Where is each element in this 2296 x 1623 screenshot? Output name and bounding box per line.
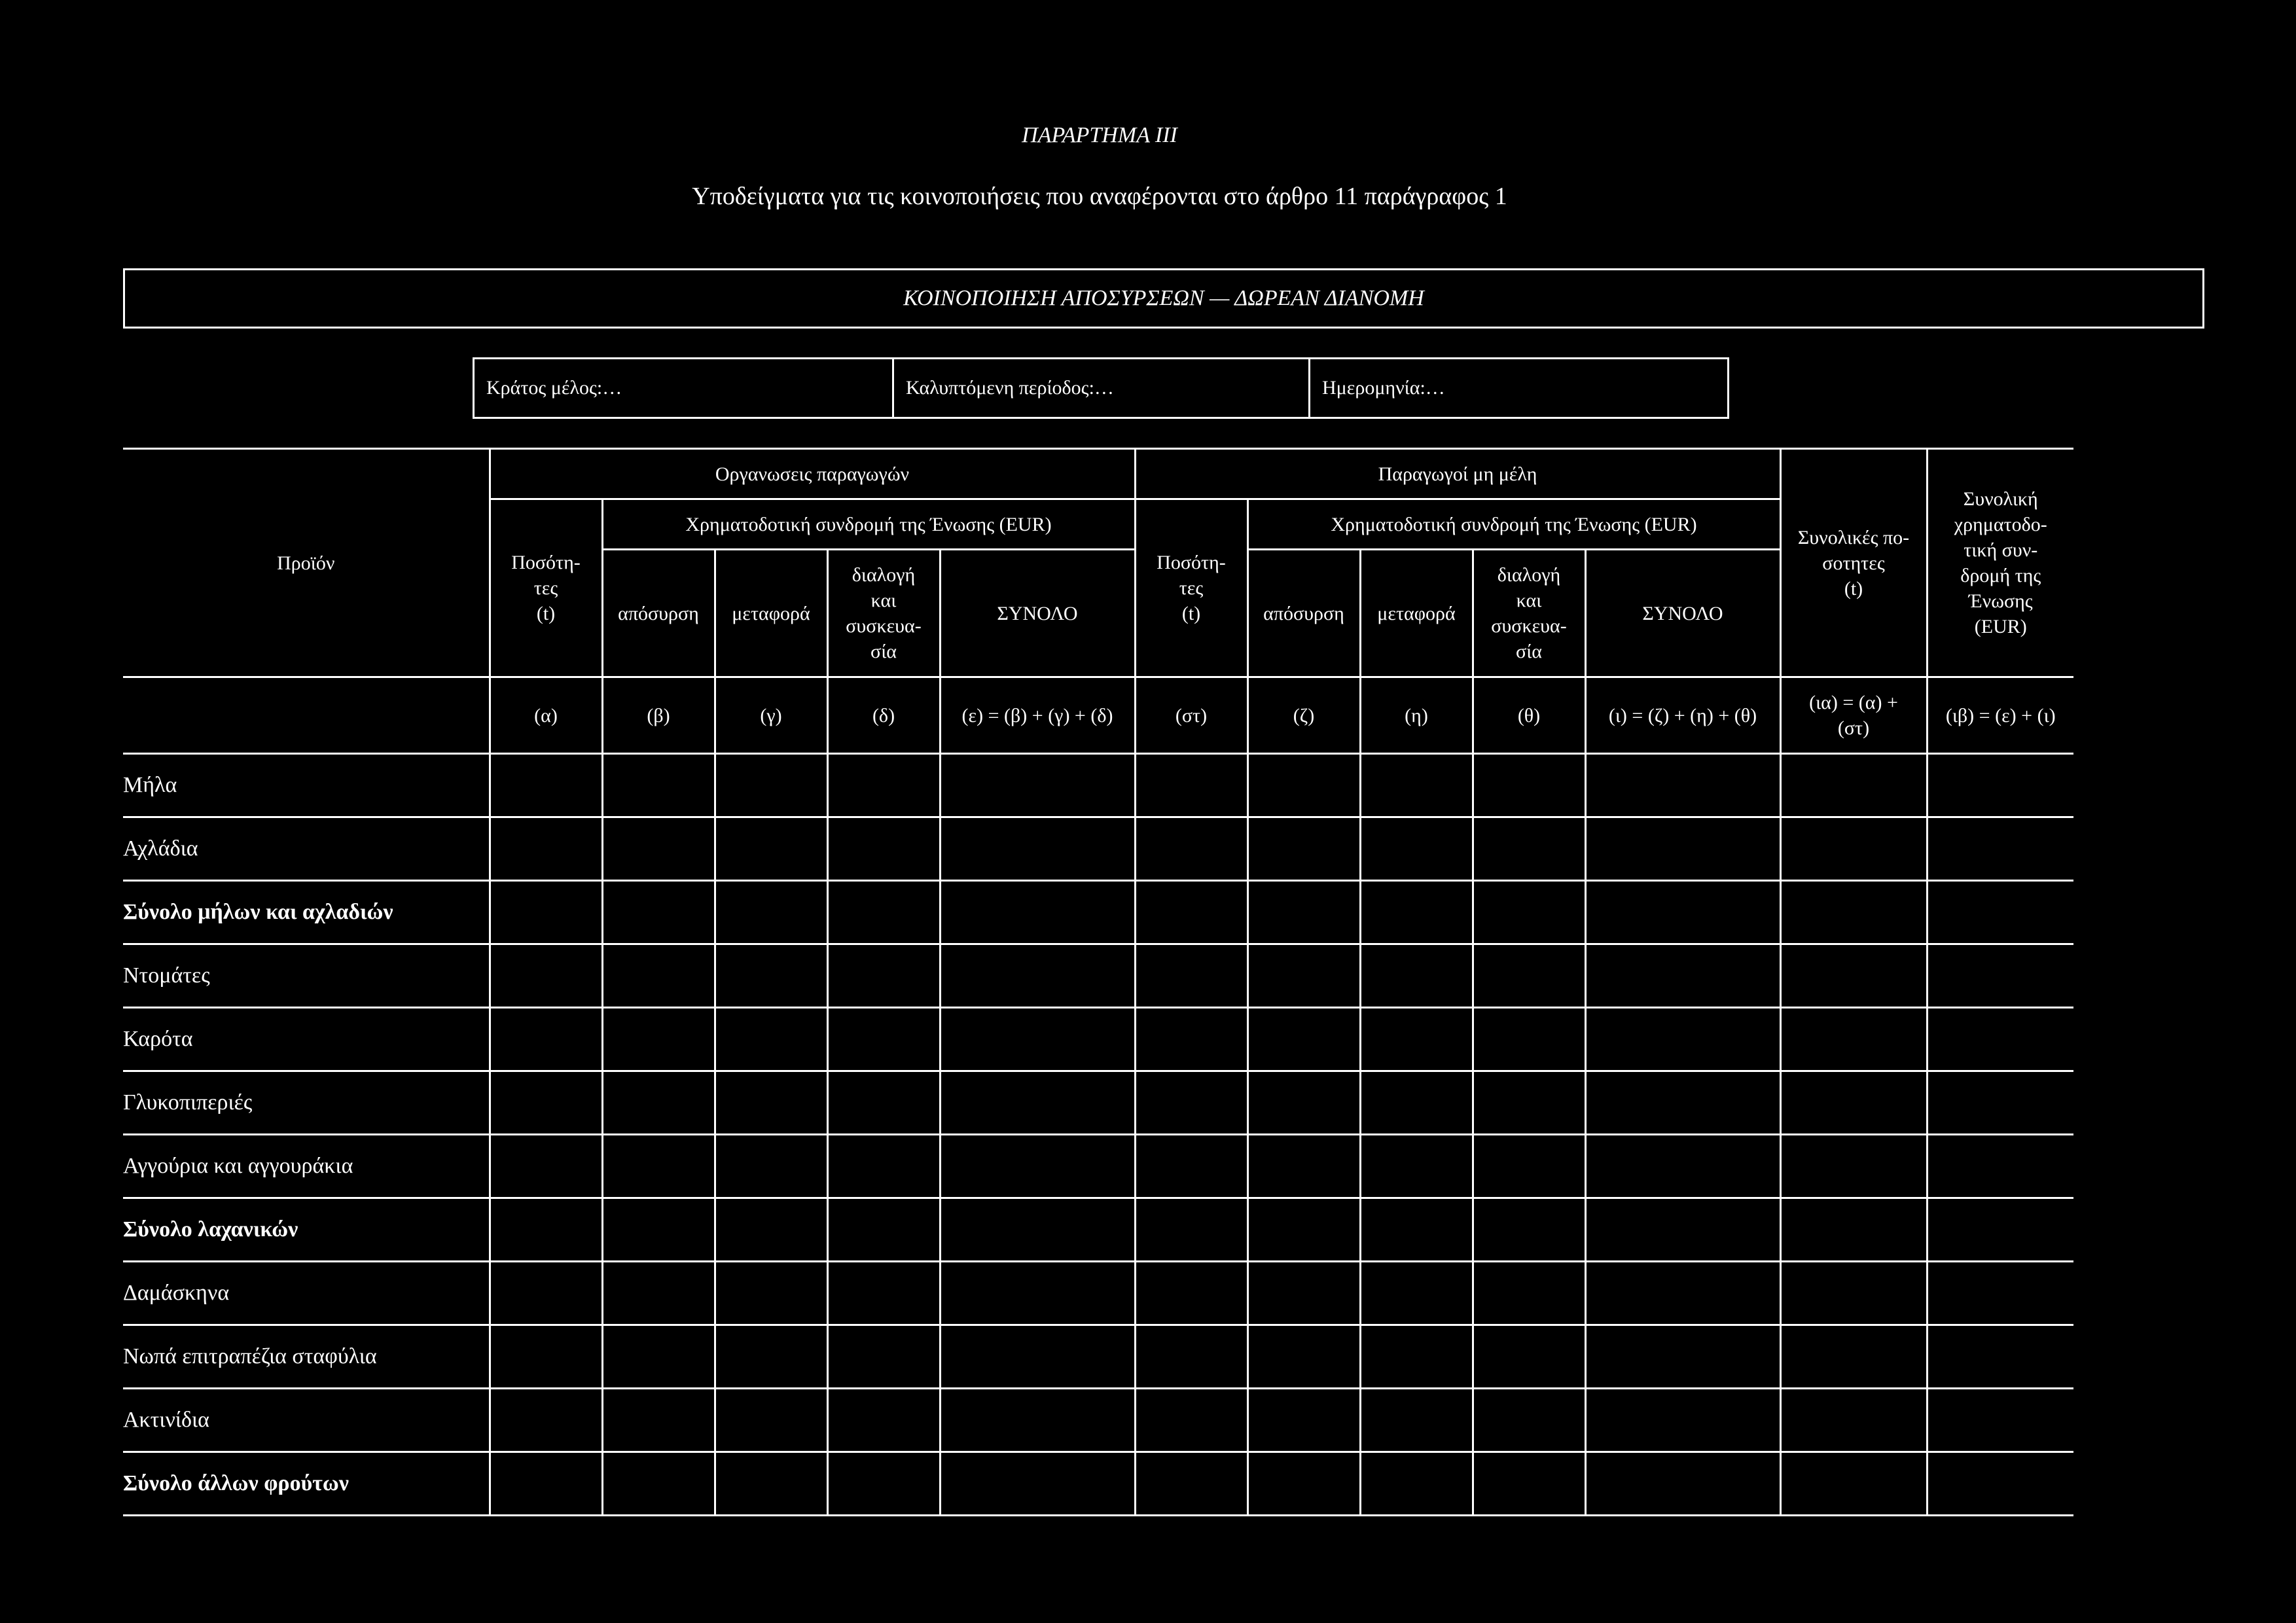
po-eu-contribution-header: Χρηματοδοτική συνδρομή της Ένωσης (EUR) [602,499,1135,550]
column-code: (θ) [1473,677,1585,754]
product-name: Νωπά επιτραπέζια σταφύλια [123,1325,490,1389]
data-cell[interactable] [715,1135,827,1198]
data-cell[interactable] [602,1071,715,1135]
data-cell[interactable] [490,1198,602,1262]
data-cell[interactable] [1473,1452,1585,1516]
data-cell[interactable] [1927,1198,2073,1262]
data-cell[interactable] [1360,1325,1473,1389]
data-cell[interactable] [827,881,940,944]
data-cell[interactable] [1473,817,1585,881]
data-cell[interactable] [1927,1071,2073,1135]
data-cell[interactable] [1585,1198,1780,1262]
data-cell[interactable] [1135,1135,1247,1198]
data-cell[interactable] [827,1262,940,1325]
data-cell[interactable] [1360,1071,1473,1135]
data-cell[interactable] [1927,881,2073,944]
nm-transport-header: μεταφορά [1360,550,1473,677]
product-name: Ακτινίδια [123,1389,490,1452]
product-name: Γλυκοπιπεριές [123,1071,490,1135]
notification-title: ΚΟΙΝΟΠΟΙΗΣΗ ΑΠΟΣΥΡΣΕΩΝ — ΔΩΡΕΑΝ ΔΙΑΝΟΜΗ [903,286,1424,310]
product-name: Μήλα [123,754,490,817]
table-row [123,1008,2073,1071]
product-name: Αγγούρια και αγγουράκια [123,1135,490,1198]
data-cell[interactable] [1360,1262,1473,1325]
table-row [123,754,2073,817]
data-cell[interactable] [1927,1325,2073,1389]
product-name: Ντομάτες [123,944,490,1008]
data-cell[interactable] [1585,1262,1780,1325]
data-cell[interactable] [1585,1071,1780,1135]
member-state-field[interactable]: Κράτος μέλος:… [486,377,622,399]
total-contribution-header: Συνολική χρηματοδο- τική συν- δρομή της Ένωσης (EUR) [1927,449,2073,677]
table-row [123,1325,2073,1389]
table-row [123,1135,2073,1198]
data-cell[interactable] [940,817,1135,881]
po-withdrawal-header: απόσυρση [602,550,715,677]
data-cell[interactable] [602,1198,715,1262]
data-cell[interactable] [1135,1262,1247,1325]
data-cell[interactable] [1780,1389,1927,1452]
data-cell[interactable] [1135,754,1247,817]
data-cell[interactable] [1780,944,1927,1008]
data-cell[interactable] [715,1071,827,1135]
data-cell[interactable] [1585,1008,1780,1071]
data-cell[interactable] [715,817,827,881]
data-cell[interactable] [1473,1071,1585,1135]
data-cell[interactable] [1927,754,2073,817]
data-cell[interactable] [490,1008,602,1071]
data-cell[interactable] [602,1452,715,1516]
data-cell[interactable] [827,1325,940,1389]
data-cell[interactable] [1247,1389,1360,1452]
data-cell[interactable] [940,1389,1135,1452]
product-name: Σύνολο λαχανικών [123,1198,490,1262]
notification-title-box [123,268,2204,329]
column-code: (ζ) [1247,677,1360,754]
data-cell[interactable] [490,1452,602,1516]
data-cell[interactable] [602,881,715,944]
data-cell[interactable] [1585,754,1780,817]
data-cell[interactable] [1360,1008,1473,1071]
data-cell[interactable] [1473,754,1585,817]
data-cell[interactable] [490,817,602,881]
data-cell[interactable] [1927,1008,2073,1071]
data-cell[interactable] [940,754,1135,817]
data-cell[interactable] [1247,1452,1360,1516]
product-name: Σύνολο μήλων και αχλαδιών [123,881,490,944]
data-cell[interactable] [827,817,940,881]
data-cell[interactable] [940,1198,1135,1262]
column-code: (η) [1360,677,1473,754]
total-quantities-header: Συνολικές πο- σοτητες (t) [1780,449,1927,677]
table-row [123,1071,2073,1135]
data-cell[interactable] [940,1135,1135,1198]
data-cell[interactable] [490,1135,602,1198]
data-cell[interactable] [715,1262,827,1325]
data-cell[interactable] [827,1389,940,1452]
column-code: (ιβ) = (ε) + (ι) [1927,677,2073,754]
period-field[interactable]: Καλυπτόμενη περίοδος:… [892,359,1308,417]
table-row [123,1198,2073,1262]
data-cell[interactable] [1247,1198,1360,1262]
data-cell[interactable] [827,1135,940,1198]
data-cell[interactable] [1247,944,1360,1008]
data-cell[interactable] [1473,1198,1585,1262]
data-cell[interactable] [1360,944,1473,1008]
document-subtitle: Υποδείγματα για τις κοινοποιήσεις που αναφέρονται στο άρθρο 11 παράγραφος 1 [692,183,1507,210]
data-cell[interactable] [1780,1198,1927,1262]
data-cell[interactable] [940,1452,1135,1516]
data-cell[interactable] [715,1008,827,1071]
data-cell[interactable] [1247,1008,1360,1071]
data-cell[interactable] [1247,1262,1360,1325]
data-cell[interactable] [940,881,1135,944]
data-cell[interactable] [1585,944,1780,1008]
column-code: (ε) = (β) + (γ) + (δ) [940,677,1135,754]
data-cell[interactable] [602,754,715,817]
data-cell[interactable] [1135,1071,1247,1135]
column-code: (ι) = (ζ) + (η) + (θ) [1585,677,1780,754]
data-cell[interactable] [827,1071,940,1135]
data-cell[interactable] [1780,1071,1927,1135]
data-cell[interactable] [490,754,602,817]
data-cell[interactable] [490,1325,602,1389]
data-cell[interactable] [1780,1008,1927,1071]
po-quantities-header: Ποσότη- τες (t) [490,499,602,677]
data-cell[interactable] [827,1452,940,1516]
date-field[interactable]: Ημερομηνία:… [1308,359,1727,417]
producer-organisations-header: Οργανωσεις παραγωγών [490,449,1135,499]
data-cell[interactable] [1135,1452,1247,1516]
data-cell[interactable] [827,1198,940,1262]
data-cell[interactable] [490,1071,602,1135]
data-cell[interactable] [1247,817,1360,881]
data-cell[interactable] [1780,1262,1927,1325]
nm-sorting-header: διαλογή και συσκευα- σία [1473,550,1585,677]
data-cell[interactable] [490,881,602,944]
data-cell[interactable] [940,1325,1135,1389]
data-cell[interactable] [1473,1135,1585,1198]
product-header: Προϊόν [123,449,490,677]
data-cell[interactable] [1135,1008,1247,1071]
data-cell[interactable] [715,1198,827,1262]
data-cell[interactable] [1780,1135,1927,1198]
product-name: Δαμάσκηνα [123,1262,490,1325]
data-cell[interactable] [602,1008,715,1071]
data-cell[interactable] [940,1071,1135,1135]
data-cell[interactable] [1585,817,1780,881]
data-cell[interactable] [1927,1135,2073,1198]
product-name: Σύνολο άλλων φρούτων [123,1452,490,1516]
data-cell[interactable] [1360,1135,1473,1198]
table-row [123,1389,2073,1452]
data-cell[interactable] [1780,881,1927,944]
data-cell[interactable] [1585,1135,1780,1198]
data-cell[interactable] [1927,1262,2073,1325]
table-row [123,1262,2073,1325]
data-cell[interactable] [715,944,827,1008]
data-cell[interactable] [827,1008,940,1071]
info-bar [473,357,1729,419]
nm-eu-contribution-header: Χρηματοδοτική συνδρομή της Ένωσης (EUR) [1247,499,1780,550]
data-cell[interactable] [1927,1389,2073,1452]
data-cell[interactable] [1360,881,1473,944]
data-cell[interactable] [1135,1325,1247,1389]
data-cell[interactable] [715,754,827,817]
data-cell[interactable] [1247,754,1360,817]
data-cell[interactable] [1780,1325,1927,1389]
data-cell[interactable] [1247,1071,1360,1135]
nm-withdrawal-header: απόσυρση [1247,550,1360,677]
data-cell[interactable] [1360,754,1473,817]
column-code: (ια) = (α) + (στ) [1780,677,1927,754]
data-cell[interactable] [602,817,715,881]
nm-total-header: ΣΥΝΟΛΟ [1585,550,1780,677]
data-cell[interactable] [602,1389,715,1452]
data-cell[interactable] [1135,817,1247,881]
data-cell[interactable] [1927,817,2073,881]
non-member-producers-header: Παραγωγοί μη μέλη [1135,449,1780,499]
po-sorting-header: διαλογή και συσκευα- σία [827,550,940,677]
data-cell[interactable] [1780,1452,1927,1516]
data-cell[interactable] [1135,1198,1247,1262]
data-cell[interactable] [1585,881,1780,944]
data-cell[interactable] [490,1389,602,1452]
po-transport-header: μεταφορά [715,550,827,677]
table-row [123,817,2073,881]
table-row [123,944,2073,1008]
product-name: Αχλάδια [123,817,490,881]
data-cell[interactable] [1247,1135,1360,1198]
data-cell[interactable] [1473,1262,1585,1325]
data-cell[interactable] [1473,1008,1585,1071]
data-cell[interactable] [1473,881,1585,944]
data-cell[interactable] [1135,881,1247,944]
data-cell[interactable] [715,1325,827,1389]
data-cell[interactable] [715,1389,827,1452]
data-cell[interactable] [1585,1325,1780,1389]
annex-heading: ΠΑΡΑΡΤΗΜΑ III [1022,123,1177,147]
data-cell[interactable] [1473,944,1585,1008]
data-cell[interactable] [940,1008,1135,1071]
data-cell[interactable] [1360,1198,1473,1262]
data-cell[interactable] [1247,881,1360,944]
po-total-header: ΣΥΝΟΛΟ [940,550,1135,677]
nm-quantities-header: Ποσότη- τες (t) [1135,499,1247,677]
table-row [123,1452,2073,1516]
data-cell[interactable] [1927,1452,2073,1516]
data-cell[interactable] [490,944,602,1008]
column-code: (δ) [827,677,940,754]
column-code: (γ) [715,677,827,754]
data-cell[interactable] [1780,754,1927,817]
data-cell[interactable] [940,1262,1135,1325]
data-cell[interactable] [1135,1389,1247,1452]
data-cell[interactable] [1780,817,1927,881]
data-cell[interactable] [602,1325,715,1389]
data-cell[interactable] [1360,1389,1473,1452]
data-cell[interactable] [940,944,1135,1008]
data-cell[interactable] [1135,944,1247,1008]
data-cell[interactable] [602,1262,715,1325]
code-spacer [123,677,490,754]
data-cell[interactable] [827,754,940,817]
data-cell[interactable] [1473,1389,1585,1452]
data-cell[interactable] [602,1135,715,1198]
data-cell[interactable] [1927,944,2073,1008]
data-cell[interactable] [490,1262,602,1325]
product-name: Καρότα [123,1008,490,1071]
data-cell[interactable] [715,881,827,944]
data-cell[interactable] [827,944,940,1008]
column-code: (β) [602,677,715,754]
data-cell[interactable] [1585,1452,1780,1516]
data-cell[interactable] [602,944,715,1008]
data-cell[interactable] [1360,817,1473,881]
data-cell[interactable] [1585,1389,1780,1452]
column-codes-row [123,677,2073,754]
table-row [123,881,2073,944]
data-cell[interactable] [1473,1325,1585,1389]
column-code: (α) [490,677,602,754]
data-cell[interactable] [1360,1452,1473,1516]
withdrawals-table [123,448,2073,1516]
data-cell[interactable] [715,1452,827,1516]
data-cell[interactable] [1247,1325,1360,1389]
column-code: (στ) [1135,677,1247,754]
